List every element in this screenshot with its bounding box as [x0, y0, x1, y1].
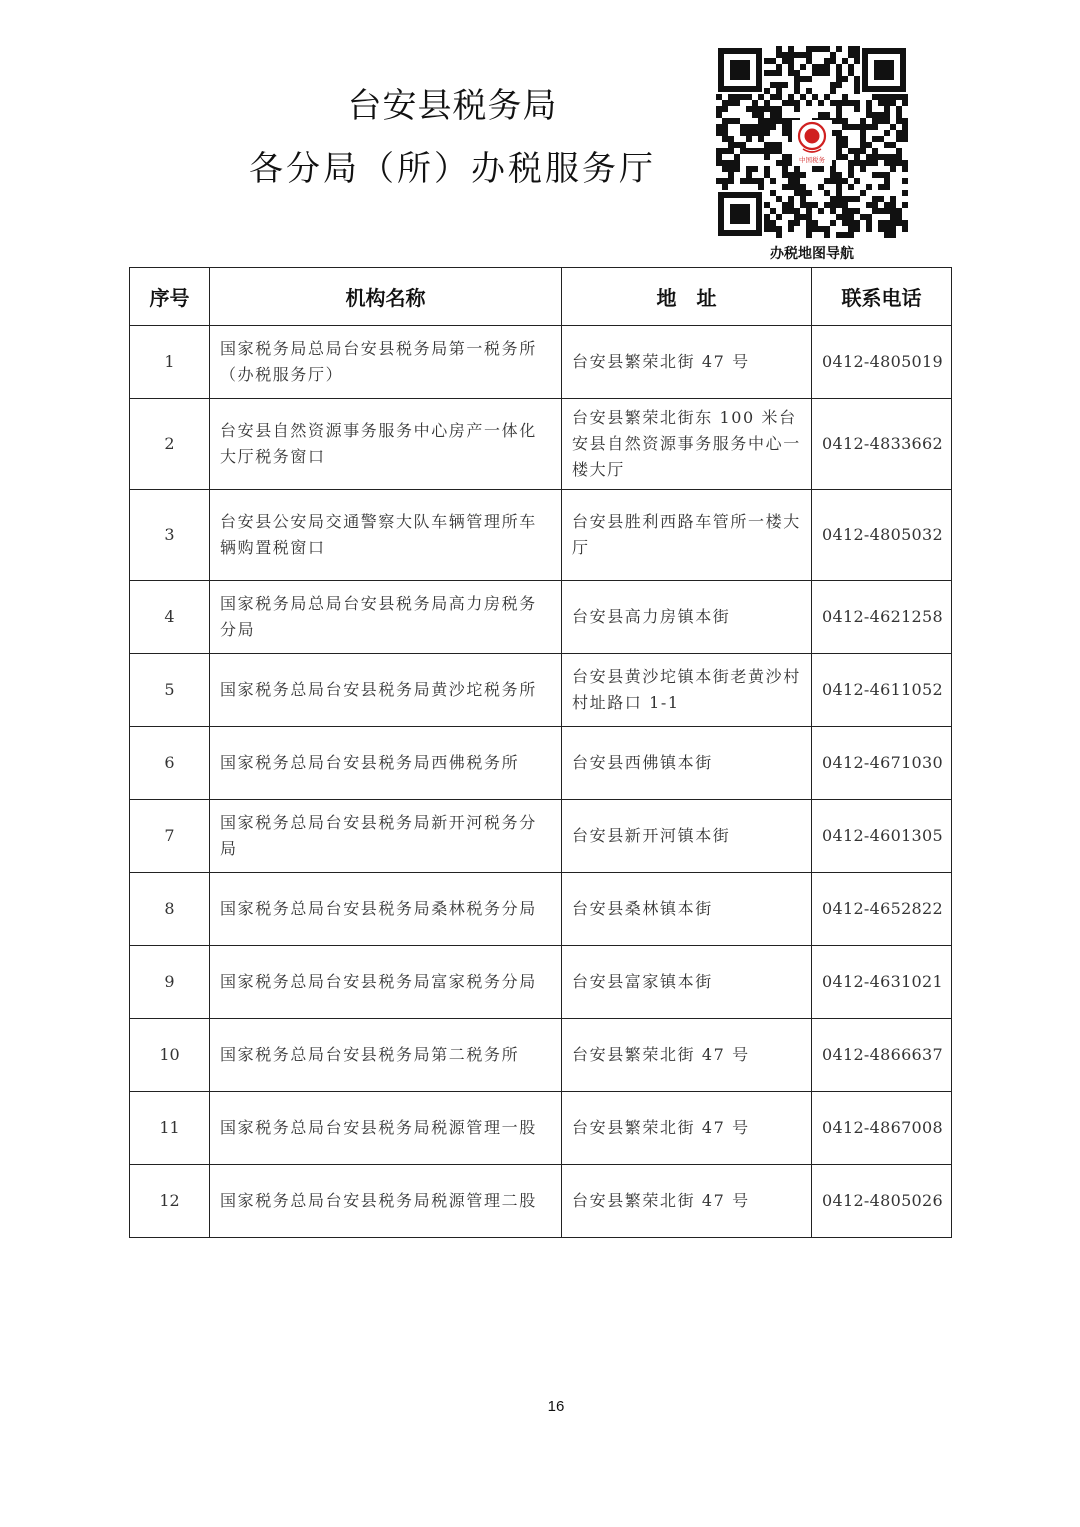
- cell-phone: 0412-4601305: [812, 800, 952, 873]
- table-row: [130, 654, 952, 727]
- table-header-row: [130, 268, 952, 326]
- table-row: [130, 946, 952, 1019]
- cell-no: 5: [130, 654, 210, 727]
- table-row: [130, 800, 952, 873]
- page-number: 16: [547, 1398, 565, 1415]
- cell-address: 台安县繁荣北街 47 号: [562, 1092, 812, 1165]
- cell-name: 国家税务总局台安县税务局税源管理一股: [210, 1092, 562, 1165]
- cell-address: 台安县富家镇本街: [562, 946, 812, 1019]
- table-row: [130, 1092, 952, 1165]
- cell-name: 国家税务总局台安县税务局新开河税务分局: [210, 800, 562, 873]
- cell-address: 台安县西佛镇本街: [562, 727, 812, 800]
- cell-no: 11: [130, 1092, 210, 1165]
- cell-no: 4: [130, 581, 210, 654]
- service-hall-table: [129, 267, 952, 1238]
- table-row: [130, 1165, 952, 1238]
- cell-name: 国家税务总局台安县税务局黄沙坨税务所: [210, 654, 562, 727]
- cell-address: 台安县繁荣北街 47 号: [562, 326, 812, 399]
- cell-address: 台安县繁荣北街东 100 米台安县自然资源事务服务中心一楼大厅: [562, 399, 812, 490]
- table-row: [130, 399, 952, 490]
- qr-code-icon: [716, 46, 908, 238]
- cell-address: 台安县新开河镇本街: [562, 800, 812, 873]
- cell-name: 台安县自然资源事务服务中心房产一体化大厅税务窗口: [210, 399, 562, 490]
- table-row: [130, 490, 952, 581]
- cell-phone: 0412-4866637: [812, 1019, 952, 1092]
- cell-no: 8: [130, 873, 210, 946]
- page-title: 台安县税务局: [347, 86, 558, 126]
- cell-address: 台安县桑林镇本街: [562, 873, 812, 946]
- table-row: [130, 581, 952, 654]
- page-subtitle: 各分局（所）办税服务厅: [249, 149, 656, 189]
- cell-no: 9: [130, 946, 210, 1019]
- cell-address: 台安县繁荣北街 47 号: [562, 1165, 812, 1238]
- cell-name: 国家税务总局台安县税务局桑林税务分局: [210, 873, 562, 946]
- cell-no: 6: [130, 727, 210, 800]
- cell-name: 国家税务总局台安县税务局西佛税务所: [210, 727, 562, 800]
- cell-no: 3: [130, 490, 210, 581]
- cell-phone: 0412-4652822: [812, 873, 952, 946]
- table-row: [130, 326, 952, 399]
- cell-name: 台安县公安局交通警察大队车辆管理所车辆购置税窗口: [210, 490, 562, 581]
- cell-no: 7: [130, 800, 210, 873]
- header-address: 地 址: [562, 268, 812, 326]
- cell-phone: 0412-4805026: [812, 1165, 952, 1238]
- cell-phone: 0412-4805019: [812, 326, 952, 399]
- cell-no: 12: [130, 1165, 210, 1238]
- cell-address: 台安县繁荣北街 47 号: [562, 1019, 812, 1092]
- cell-name: 国家税务总局台安县税务局富家税务分局: [210, 946, 562, 1019]
- header-phone: 联系电话: [812, 268, 952, 326]
- cell-phone: 0412-4631021: [812, 946, 952, 1019]
- table-row: [130, 727, 952, 800]
- header-no: 序号: [130, 268, 210, 326]
- header-name: 机构名称: [210, 268, 562, 326]
- svg-text:中国税务: 中国税务: [799, 156, 825, 164]
- cell-name: 国家税务总局台安县税务局税源管理二股: [210, 1165, 562, 1238]
- cell-phone: 0412-4671030: [812, 727, 952, 800]
- cell-phone: 0412-4805032: [812, 490, 952, 581]
- cell-phone: 0412-4833662: [812, 399, 952, 490]
- qr-caption: 办税地图导航: [770, 246, 854, 262]
- cell-address: 台安县黄沙坨镇本街老黄沙村村址路口 1-1: [562, 654, 812, 727]
- cell-phone: 0412-4867008: [812, 1092, 952, 1165]
- cell-name: 国家税务局总局台安县税务局高力房税务分局: [210, 581, 562, 654]
- cell-no: 1: [130, 326, 210, 399]
- qr-block: [716, 46, 908, 263]
- cell-name: 国家税务局总局台安县税务局第一税务所（办税服务厅）: [210, 326, 562, 399]
- cell-phone: 0412-4611052: [812, 654, 952, 727]
- cell-address: 台安县胜利西路车管所一楼大厅: [562, 490, 812, 581]
- cell-name: 国家税务总局台安县税务局第二税务所: [210, 1019, 562, 1092]
- tax-emblem-icon: [792, 120, 832, 166]
- table-row: [130, 873, 952, 946]
- cell-no: 2: [130, 399, 210, 490]
- cell-phone: 0412-4621258: [812, 581, 952, 654]
- table-row: [130, 1019, 952, 1092]
- cell-address: 台安县高力房镇本街: [562, 581, 812, 654]
- cell-no: 10: [130, 1019, 210, 1092]
